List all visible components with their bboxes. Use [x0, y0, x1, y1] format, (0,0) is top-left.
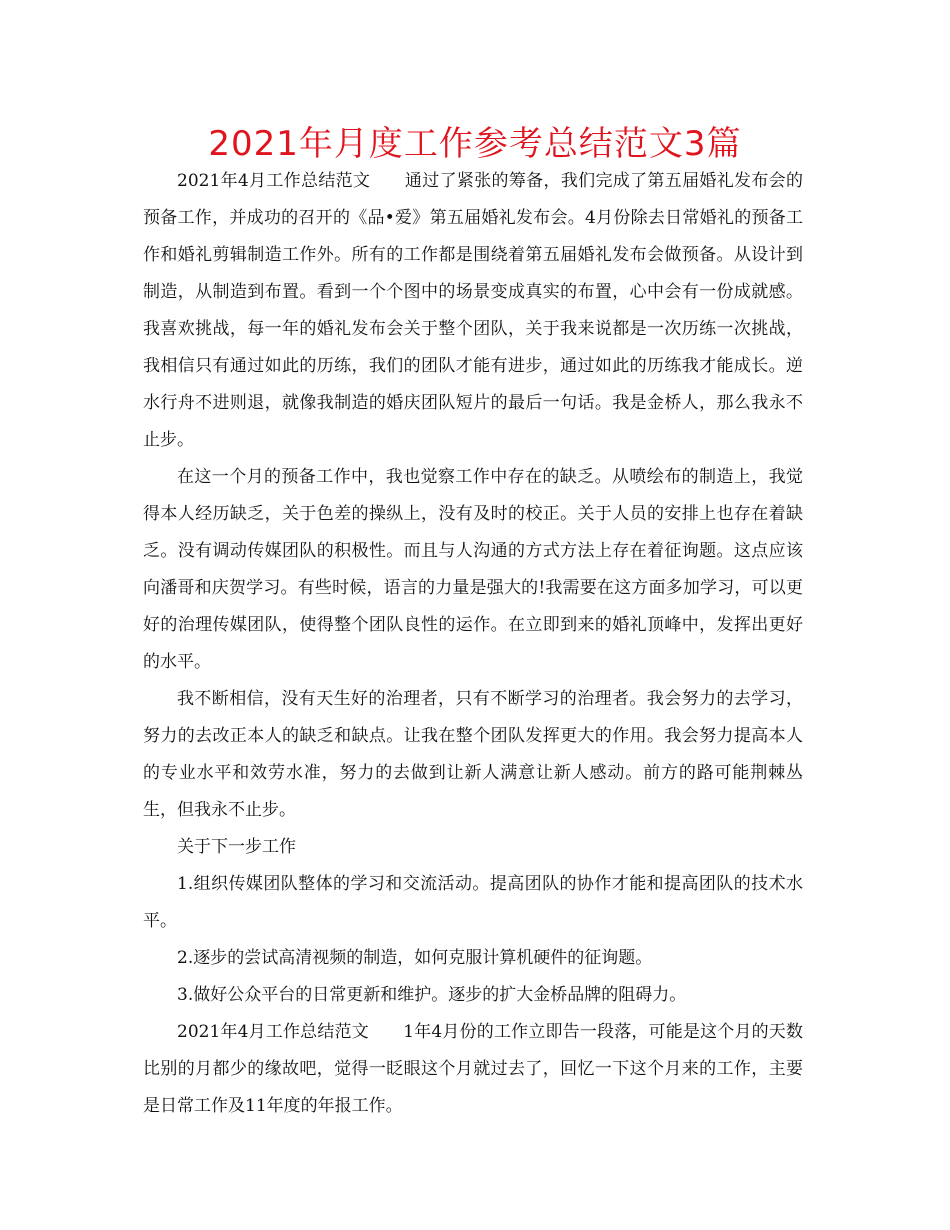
list-item: 3.做好公众平台的日常更新和维护。逐步的扩大金桥品牌的阻碍力。: [177, 985, 687, 1005]
list-item: 1.组织传媒团队整体的学习和交流活动。提高团队的协作才能和提高团队的技术水平。: [143, 874, 803, 931]
section-heading: 关于下一步工作: [177, 837, 296, 857]
document-title: 2021年月度工作参考总结范文3篇: [208, 124, 742, 164]
list-item: 2.逐步的尝试高清视频的制造，如何克服计算机硬件的征询题。: [177, 948, 653, 968]
paragraph: 在这一个月的预备工作中，我也觉察工作中存在的缺乏。从喷绘布的制造上，我觉得本人经历缺乏，关于色差的操纵上，没有及时的校正。关于人员的安排上也存在着缺乏。没有调动传媒团队的积极性。而且与人沟通的方式方法上存在着征询题。这点应该向潘哥和庆贺学习。有些时候，语言的力量是强大的!我需要在这方面多加学习，可以更好的治理传媒团队，使得整个团队良性的运作。在立即到来的婚礼顶峰中，发挥出更好的水平。: [143, 467, 803, 672]
paragraph: 2021年4月工作总结范文 1年4月份的工作立即告一段落，可能是这个月的天数比别的月都少的缘故吧，觉得一眨眼这个月就过去了，回忆一下这个月来的工作，主要是日常工作及11年度的年报工作。: [143, 1022, 803, 1116]
paragraph: 我不断相信，没有天生好的治理者，只有不断学习的治理者。我会努力的去学习，努力的去改正本人的缺乏和缺点。让我在整个团队发挥更大的作用。我会努力提高本人的专业水平和效劳水准，努力的去做到让新人满意让新人感动。前方的路可能荆棘丛生，但我永不止步。: [143, 689, 803, 820]
paragraph: 2021年4月工作总结范文 通过了紧张的筹备，我们完成了第五届婚礼发布会的预备工作，并成功的召开的《品•爱》第五届婚礼发布会。4月份除去日常婚礼的预备工作和婚礼剪辑制造工作外。所有的工作都是围绕着第五届婚礼发布会做预备。从设计到制造，从制造到布置。看到一个个图中的场景变成真实的布置，心中会有一份成就感。我喜欢挑战，每一年的婚礼发布会关于整个团队，关于我来说都是一次历练一次挑战，我相信只有通过如此的历练，我们的团队才能有进步，通过如此的历练我才能成长。逆水行舟不进则退，就像我制造的婚庆团队短片的最后一句话。我是金桥人，那么我永不止步。: [143, 171, 803, 450]
document-body: [143, 163, 803, 1125]
